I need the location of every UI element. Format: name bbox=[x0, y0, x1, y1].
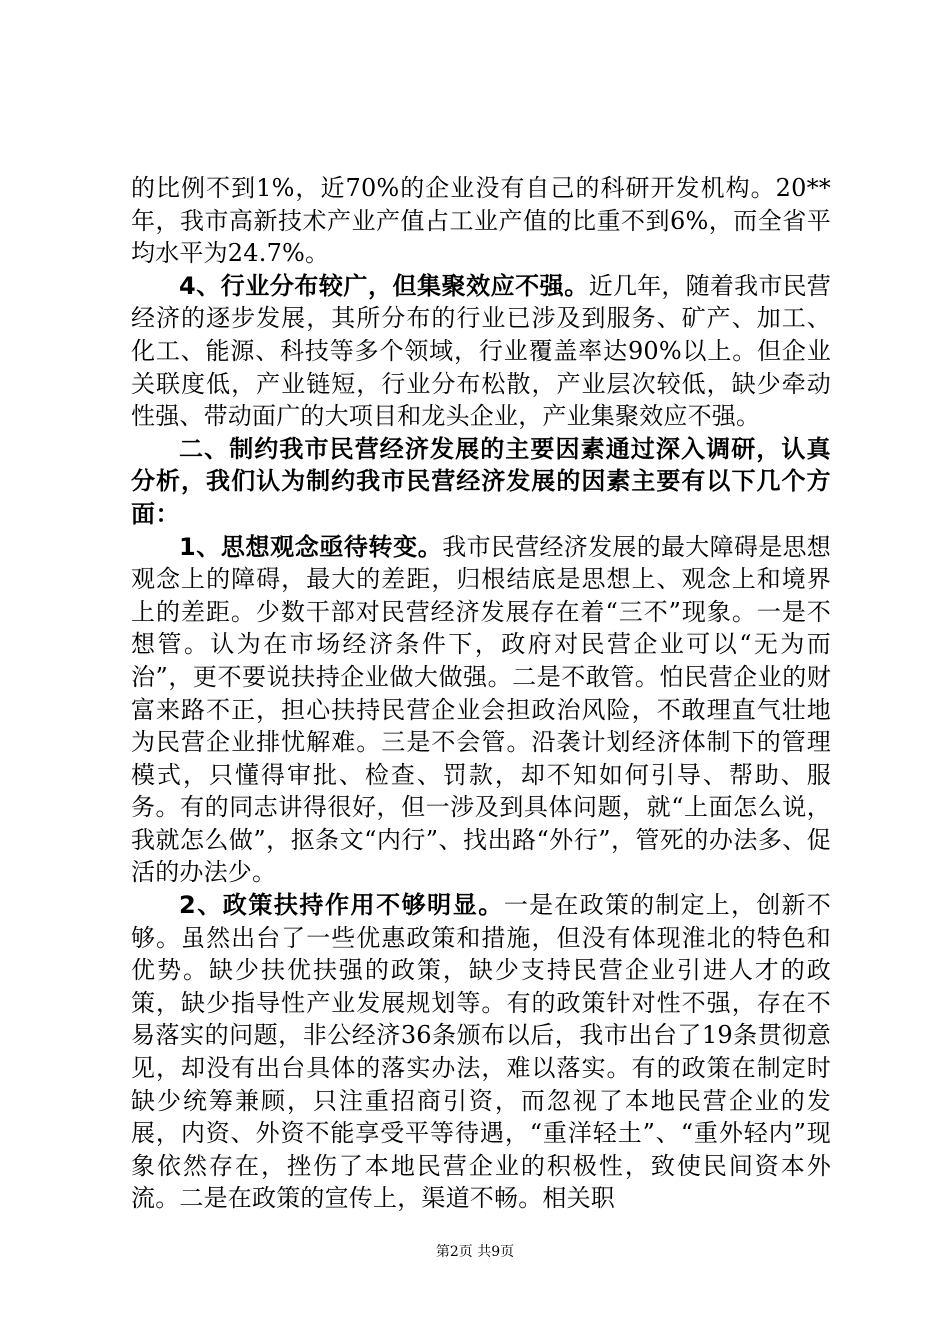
paragraph-text: 近几年，随着我市民营经济的逐步发展，其所分布的行业已涉及到服务、矿产、加工、化工、能源、科技等多个领域，行业覆盖率达90%以上。但企业关联度低，产业链短，行业分布松散，产业层次较低，缺少牵动性强、带动面广的大项目和龙头企业，产业集聚效应不强。 bbox=[131, 271, 832, 431]
paragraph-policy-support bbox=[131, 889, 831, 1215]
paragraph-heading: 2、政策扶持作用不够明显。 bbox=[179, 891, 504, 920]
section-heading-constraints bbox=[131, 433, 831, 531]
paragraph-continuation bbox=[131, 172, 831, 270]
document-body bbox=[131, 172, 831, 1215]
section-heading: 二、制约我市民营经济发展的主要因素通过深入调研，认真分析，我们认为制约我市民营经济发展的因素主要有以下几个方面： bbox=[131, 434, 831, 528]
paragraph-text: 的比例不到1%，近70%的企业没有自己的科研开发机构。20**年，我市高新技术产业产值占工业产值的比重不到6%，而全省平均水平为24.7%。 bbox=[131, 174, 831, 268]
paragraph-mindset bbox=[131, 531, 831, 890]
paragraph-heading: 1、思想观念亟待转变。 bbox=[179, 532, 443, 561]
page-number-footer: 第2页 共9页 bbox=[435, 1244, 515, 1260]
paragraph-text: 一是在政策的制定上，创新不够。虽然出台了一些优惠政策和措施，但没有体现淮北的特色和优势。缺少扶优扶强的政策，缺少支持民营企业引进人才的政策，缺少指导性产业发展规划等。有的政策针对性不强，存在不易落实的问题，非公经济36条颁布以后，我市出台了19条贯彻意见，却没有出台具体的落实办法，难以落实。有的政策在制定时缺少统筹兼顾，只注重招商引资，而忽视了本地民营企业的发展，内资、外资不能享受平等待遇，“重洋轻土”、“重外轻内”现象依然存在，挫伤了本地民营企业的积极性，致使民间资本外流。二是在政策的宣传上，渠道不畅。相关职 bbox=[131, 891, 831, 1213]
paragraph-text: 我市民营经济发展的最大障碍是思想观念上的障碍，最大的差距，归根结底是思想上、观念上和境界上的差距。少数干部对民营经济发展存在着“三不”现象。一是不想管。认为在市场经济条件下，政府对民营企业可以“无为而治”，更不要说扶持企业做大做强。二是不敢管。怕民营企业的财富来路不正，担心扶持民营企业会担政治风险，不敢理直气壮地为民营企业排忧解难。三是不会管。沿袭计划经济体制下的管理模式，只懂得审批、检查、罚款，却不知如何引导、帮助、服务。有的同志讲得很好，但一涉及到具体问题，就“上面怎么说，我就怎么做”，抠条文“内行”、找出路“外行”，管死的办法多、促活的办法少。 bbox=[131, 532, 831, 887]
paragraph-industry-distribution bbox=[131, 270, 831, 433]
paragraph-heading: 4、行业分布较广，但集聚效应不强。 bbox=[179, 271, 589, 300]
